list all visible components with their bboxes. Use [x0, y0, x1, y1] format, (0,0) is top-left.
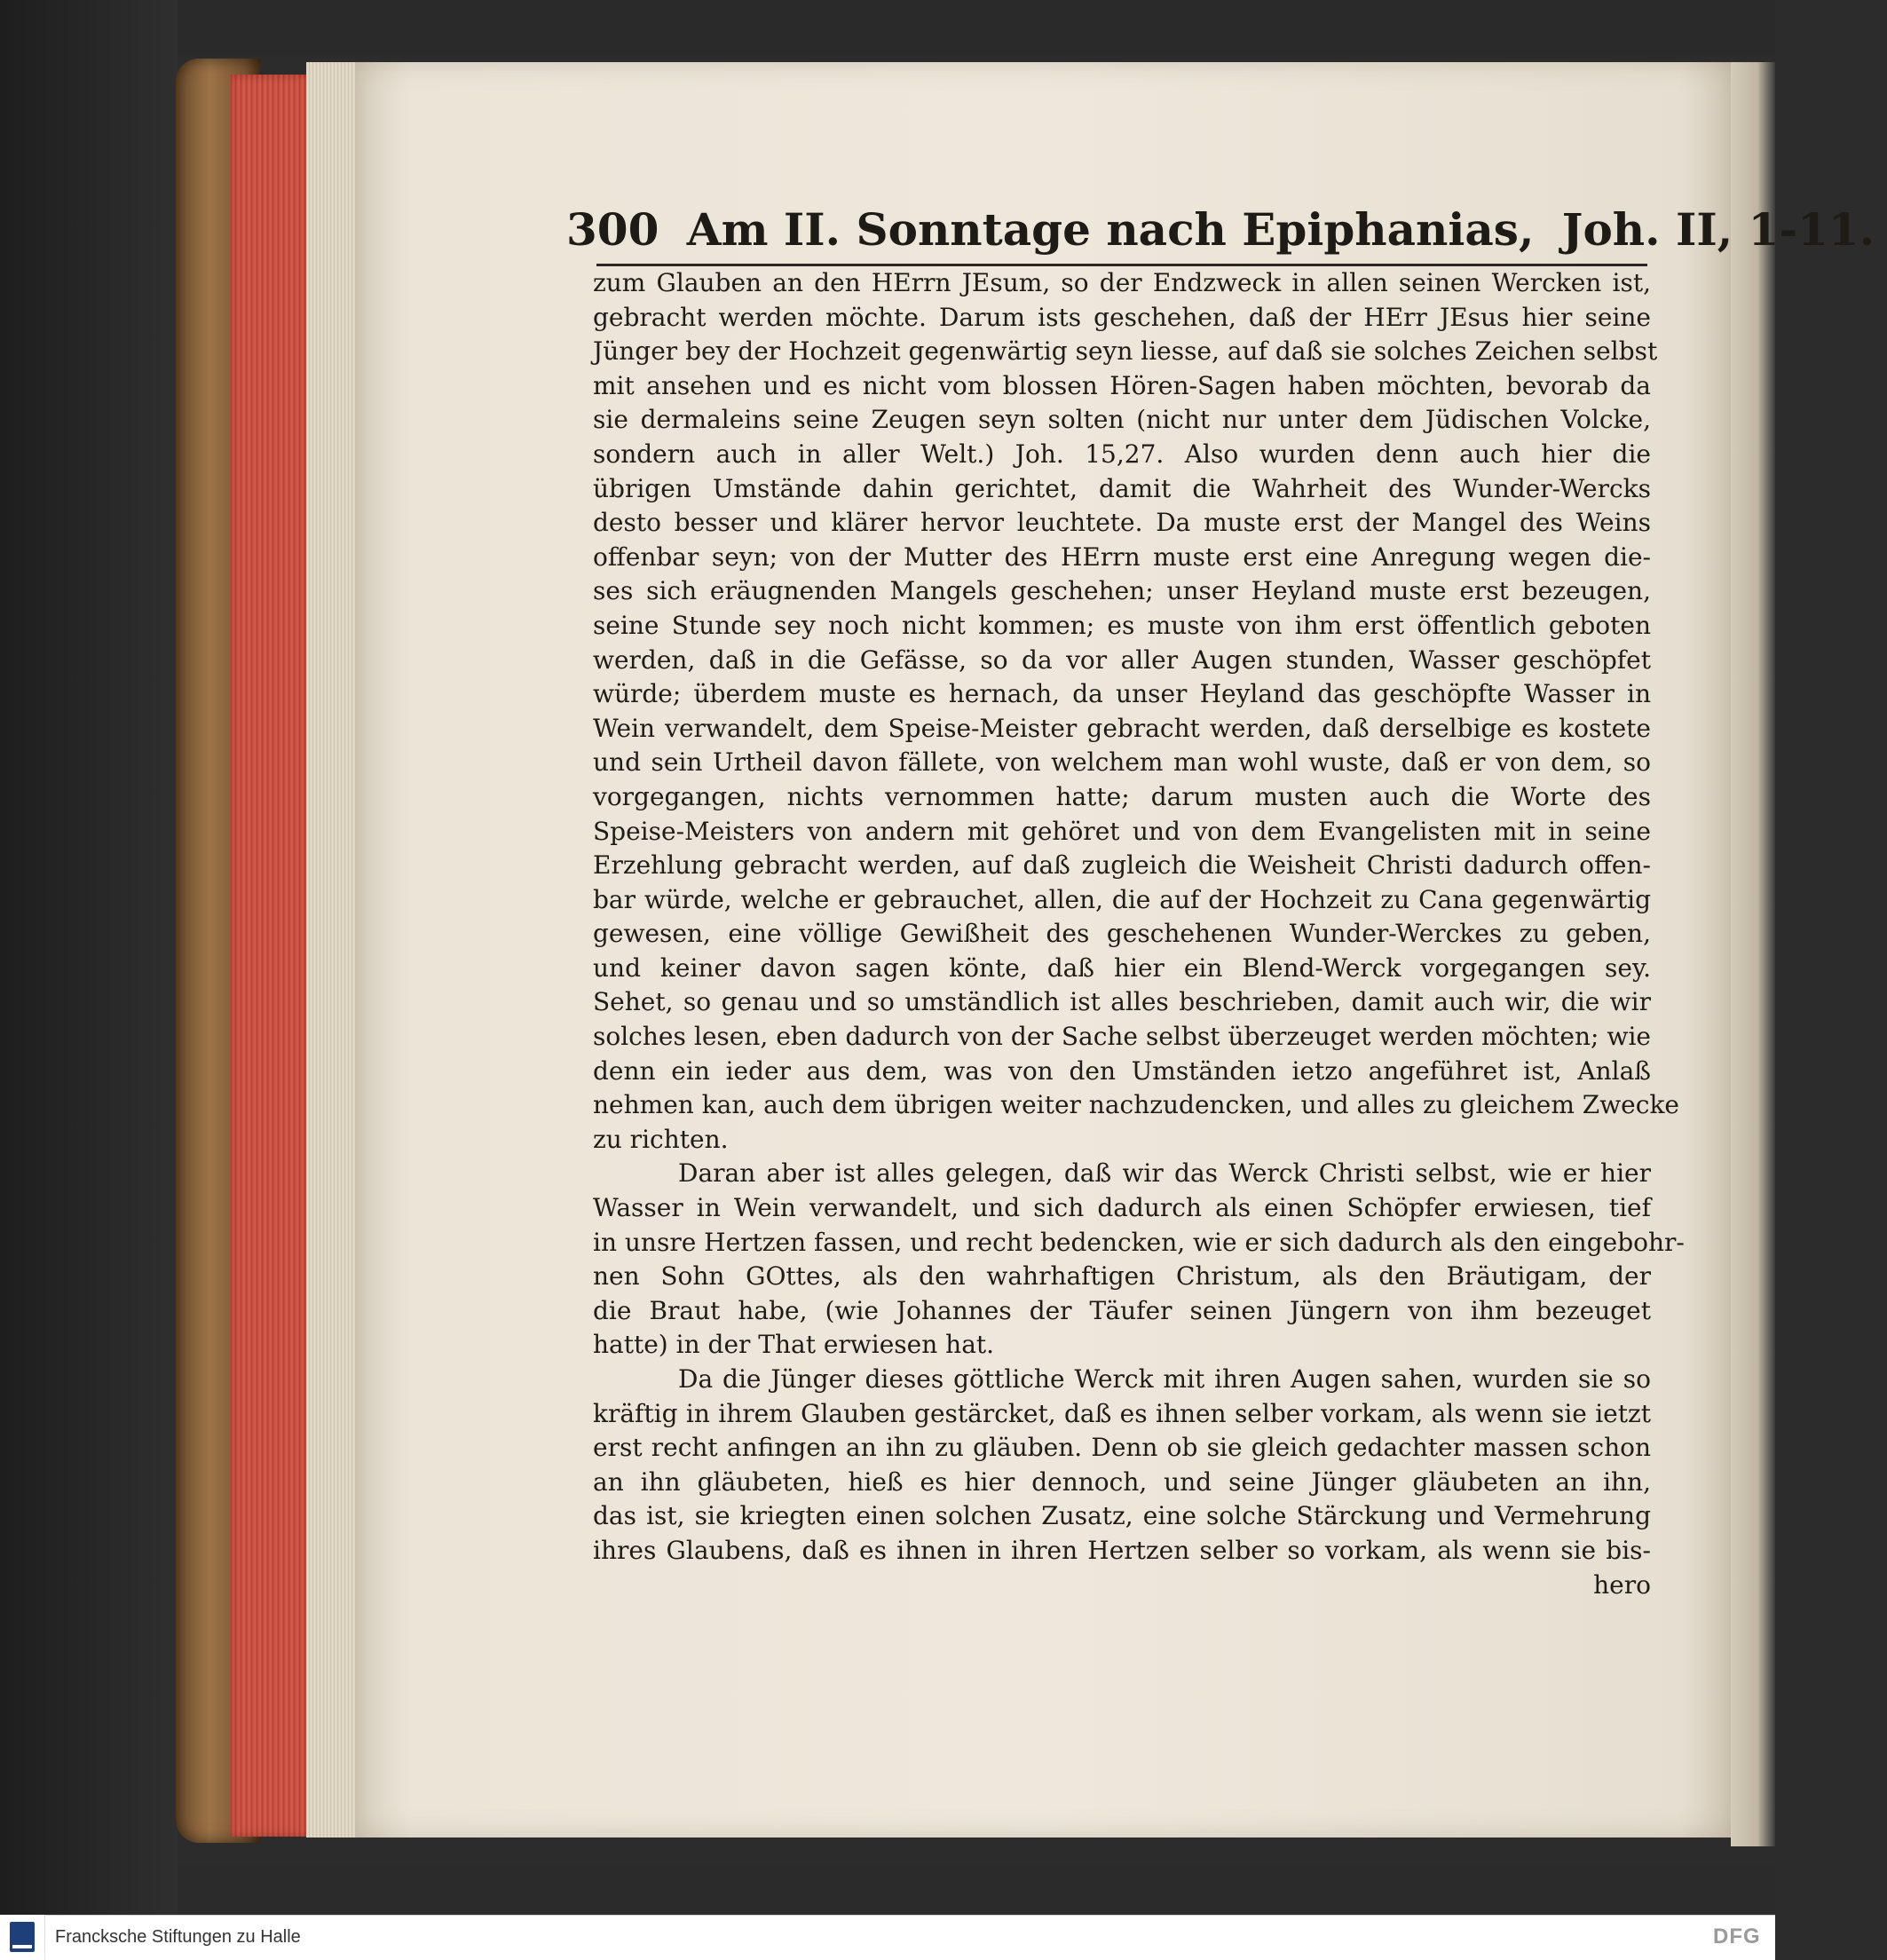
text-line: Erzehlung gebracht werden, auf daß zugleich die Weisheit Christi dadurch offen- [593, 850, 1651, 881]
text-line: ihres Glaubens, daß es ihnen in ihren Hertzen selber so vorkam, als wenn sie bis- [593, 1535, 1651, 1565]
text-line: gewesen, eine völlige Gewißheit des geschehenen Wunder-Werckes zu geben, [593, 919, 1651, 949]
text-line: werden, daß in die Gefässe, so da vor aller Augen stunden, Wasser geschöpfet [593, 644, 1651, 675]
text-line: nen Sohn GOttes, als den wahrhaftigen Christum, als den Bräutigam, der [593, 1261, 1651, 1292]
dfg-logo-text[interactable]: DFG [1713, 1924, 1761, 1948]
paragraph-start-line: Daran aber ist alles gelegen, daß wir das Werck Christi selbst, wie er hier [678, 1158, 1651, 1189]
text-line: sondern auch in aller Welt.) Joh. 15,27. Also wurden denn auch hier die [593, 439, 1651, 469]
text-line: denn ein ieder aus dem, was von den Umständen ietzo angeführet ist, Anlaß [593, 1055, 1651, 1086]
text-line: das ist, sie kriegten einen solchen Zusatz, eine solche Stärckung und Vermehrung [593, 1501, 1651, 1531]
text-line: zu richten. [593, 1124, 729, 1154]
text-line: seine Stunde sey noch nicht kommen; es muste von ihm erst öffentlich geboten [593, 610, 1651, 640]
text-line: Wein verwandelt, dem Speise-Meister gebracht werden, daß derselbige es kostete [593, 713, 1651, 743]
text-line: bar würde, welche er gebrauchet, allen, die auf der Hochzeit zu Cana gegenwärtig [593, 884, 1651, 914]
page-number: 300 [566, 203, 659, 256]
text-line: mit ansehen und es nicht vom blossen Hören-Sagen haben möchten, bevorab da [593, 370, 1651, 400]
stiftungen-logo-icon[interactable] [0, 1915, 45, 1959]
paragraph-start-line: Da die Jünger dieses göttliche Werck mit ihren Augen sahen, wurden sie so [678, 1364, 1651, 1394]
text-line: vorgegangen, nichts vernommen hatte; darum musten auch die Worte des [593, 781, 1651, 811]
page-stack [306, 62, 359, 1838]
text-line: die Braut habe, (wie Johannes der Täufer seinen Jüngern von ihm bezeuget [593, 1295, 1651, 1325]
running-title: Am II. Sonntage nach Epiphanias, [686, 203, 1535, 256]
text-line: sie dermaleins seine Zeugen seyn solten (nicht nur unter dem Jüdischen Volcke, [593, 405, 1651, 435]
text-line: Sehet, so genau und so umständlich ist alles beschrieben, damit auch wir, die wir [593, 987, 1651, 1017]
text-line: Wasser in Wein verwandelt, und sich dadurch als einen Schöpfer erwiesen, tief [593, 1193, 1651, 1223]
text-line: und sein Urtheil davon fällete, von welchem man wohl wuste, daß er von dem, so [593, 747, 1651, 778]
red-page-edges [231, 75, 311, 1837]
text-line: Speise-Meisters von andern mit gehöret und von dem Evangelisten mit in seine [593, 816, 1651, 846]
text-line: kräftig in ihrem Glauben gestärcket, daß es ihnen selber vorkam, als wenn sie ietzt [593, 1398, 1651, 1428]
catchword: hero [1593, 1569, 1651, 1600]
text-line: und keiner davon sagen könte, daß hier ein Blend-Werck vorgegangen sey. [593, 952, 1651, 983]
background-top [178, 0, 1775, 55]
text-line: offenbar seyn; von der Mutter des HErrn muste erst eine Anregung wegen die- [593, 541, 1651, 572]
text-line: solches lesen, eben dadurch von der Sache selbst überzeuget werden möchten; wie [593, 1022, 1651, 1052]
text-line: an ihn gläubeten, hieß es hier dennoch, und seine Jünger gläubeten an ihn, [593, 1466, 1651, 1497]
text-line: übrigen Umstände dahin gerichtet, damit die Wahrheit des Wunder-Wercks [593, 473, 1651, 503]
text-line: desto besser und klärer hervor leuchtete. Da muste erst der Mangel des Weins [593, 508, 1651, 538]
text-line: erst recht anfingen an ihn zu gläuben. Denn ob sie gleich gedachter massen schon [593, 1433, 1651, 1463]
page-right-edge [1731, 62, 1775, 1846]
text-line: hatte) in der That erwiesen hat. [593, 1330, 995, 1360]
text-line: gebracht werden möchte. Darum ists geschehen, daß der HErr JEsus hier seine [593, 302, 1651, 332]
background-bottom [178, 1864, 1775, 1915]
page-text [593, 266, 1685, 1602]
text-line: ses sich eräugnenden Mangels geschehen; unser Heyland muste erst bezeugen, [593, 576, 1651, 606]
scripture-reference: Joh. II, 1-11. [1561, 203, 1875, 256]
text-line: in unsre Hertzen fassen, und recht bedencken, wie er sich dadurch als den eingebohr- [593, 1227, 1685, 1257]
text-line: zum Glauben an den HErrn JEsum, so der Endzweck in allen seinen Wercken ist, [593, 268, 1651, 297]
text-line: würde; überdem muste es hernach, da unser Heyland das geschöpfte Wasser in [593, 679, 1651, 709]
background-left [0, 0, 178, 1915]
running-header [566, 202, 1875, 257]
text-line: nehmen kan, auch dem übrigen weiter nachzudencken, und alles zu gleichem Zwecke [593, 1090, 1679, 1120]
text-line: Jünger bey der Hochzeit gegenwärtig seyn liesse, auf daß sie solches Zeichen selbst [593, 336, 1658, 367]
institution-name[interactable]: Francksche Stiftungen zu Halle [55, 1927, 301, 1947]
